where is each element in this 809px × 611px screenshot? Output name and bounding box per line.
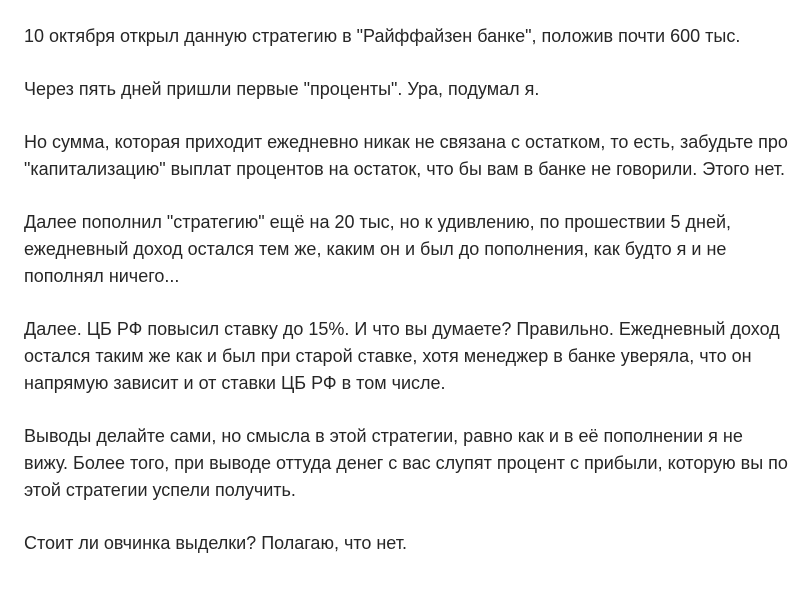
paragraph-final-question: Стоит ли овчинка выделки? Полагаю, что нет. [24,533,407,553]
paragraph-conclusions: Выводы делайте сами, но смысла в этой стратегии, равно как и в её пополнении я не вижу. Более того, при выводе оттуда денег с вас слупят процент с прибыли, которую вы по этой стратегии успели получить. [24,426,788,500]
paragraph-top-up: Далее пополнил "стратегию" ещё на 20 тыс, но к удивлению, по прошествии 5 дней, ежедневный доход остался тем же, каким он и был до пополнения, как будто я и не пополнял ничего... [24,212,732,286]
paragraph-key-rate: Далее. ЦБ РФ повысил ставку до 15%. И что вы думаете? Правильно. Ежедневный доход остался таким же как и был при старой ставке, хотя менеджер в банке уверяла, что он напрямую зависит и от ставки ЦБ РФ в том числе. [24,319,780,393]
paragraph-no-capitalization: Но сумма, которая приходит ежедневно никак не связана с остатком, то есть, забудьте про "капитализацию" выплат процентов на остаток, что бы вам в банке не говорили. Этого нет. [24,132,788,179]
paragraph-first-interest: Через пять дней пришли первые "проценты". Ура, подумал я. [24,79,540,99]
paragraph-account-opened: 10 октября открыл данную стратегию в "Райффайзен банке", положив почти 600 тыс. [24,26,741,46]
